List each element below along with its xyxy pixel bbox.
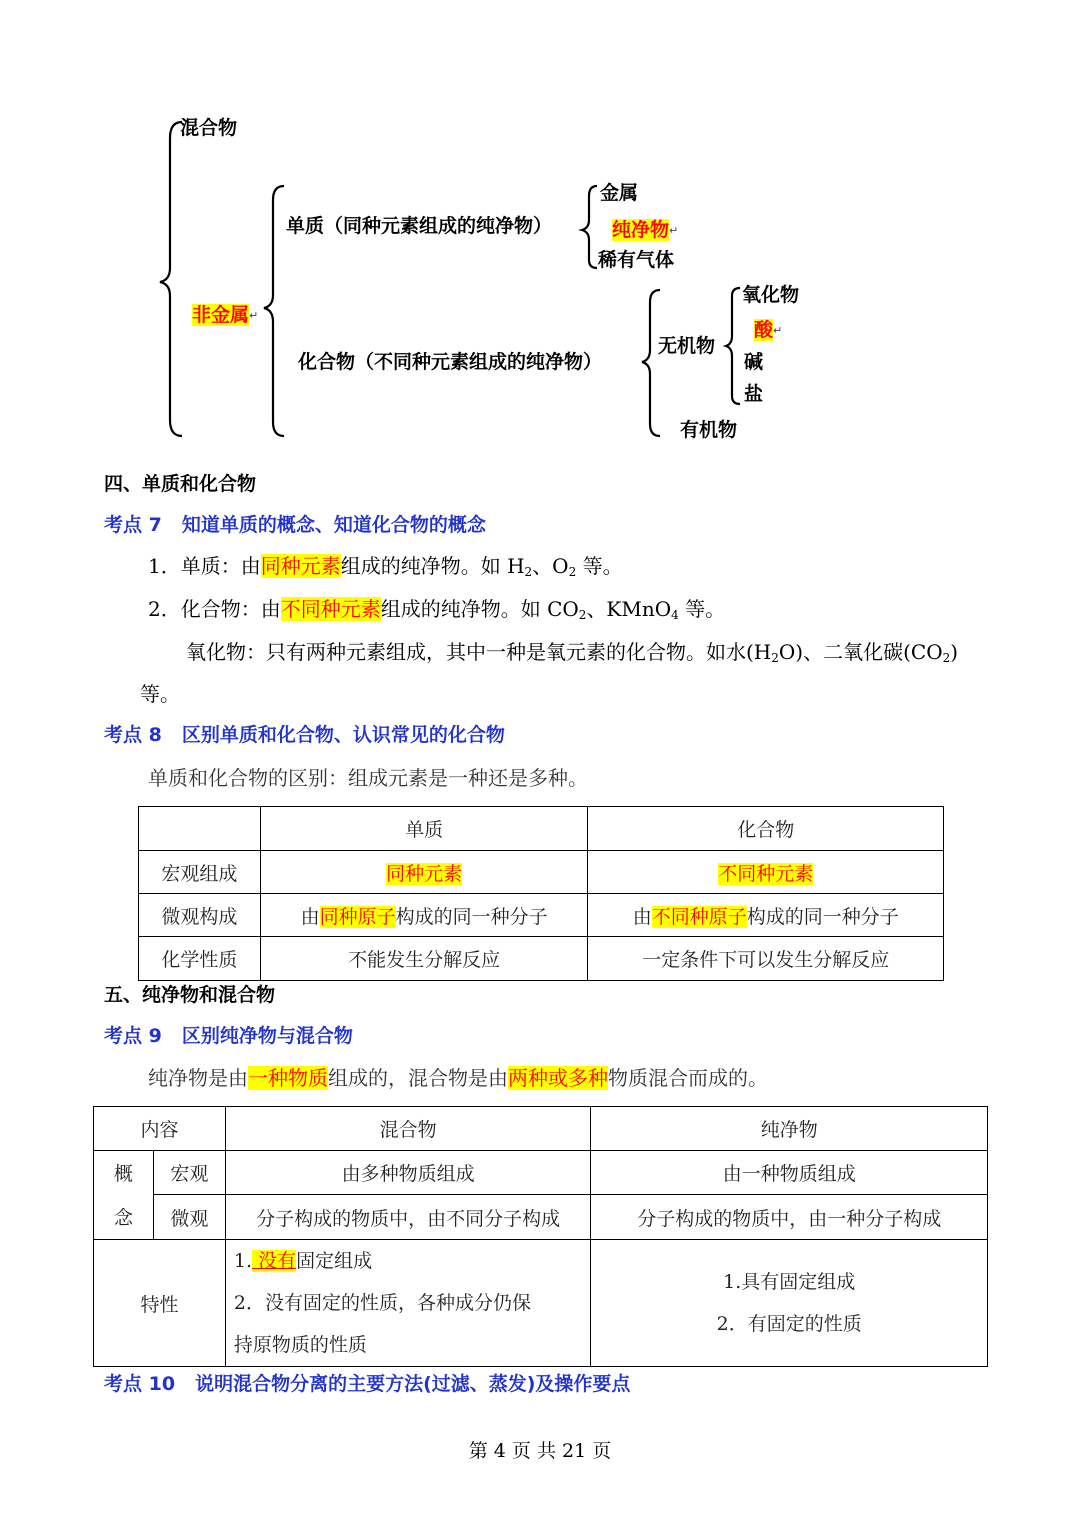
item1-mid: 、O [532,554,569,578]
table-header-pure: 纯净物 [591,1107,988,1151]
oxide-end: ) [950,640,959,664]
table-header-element: 单质 [260,807,588,851]
item1-end: 等。 [576,554,623,578]
intro-pre: 纯净物是由 [148,1066,248,1090]
kd10-heading [104,1370,630,1398]
row-label-micro: 微观构成 [139,894,261,937]
concept-label-bottom: 念 [94,1195,154,1240]
cell-properties-pure [591,1240,988,1367]
oxide-continuation: 等。 [140,682,180,706]
item1-post: 组成的纯净物。如 H [340,554,525,578]
kd9-number: 考点 9 [104,1025,162,1047]
label-pure [612,218,678,243]
intro-highlight-1: 一种物质 [248,1066,328,1090]
label-noble-gas: 稀有气体 [598,249,675,271]
label-element-definition: 单质（同种元素组成的纯净物） [286,215,553,237]
mixture-property-1-post: 固定组成 [296,1250,373,1272]
table-header-mixture: 混合物 [225,1107,591,1151]
label-pure-text: 纯净物 [612,219,670,241]
kd7-heading [104,511,486,539]
oxide-sub2: 2 [942,651,951,665]
cell-chem-element: 不能发生分解反应 [260,937,588,981]
kd8-number: 考点 8 [104,724,162,746]
section4-intro: 单质和化合物的区别：组成元素是一种还是多种。 [148,766,588,790]
element-definition [148,552,623,580]
table-row [139,807,944,851]
section4-title: 四、单质和化合物 [104,473,257,495]
item1-highlight: 同种元素 [260,554,341,578]
table-row [94,1240,988,1367]
cell-micro-compound-post: 构成的同一种分子 [746,905,899,928]
label-oxide: 氧化物 [742,284,800,306]
row-label-properties: 特性 [94,1240,226,1367]
kd8-text: 区别单质和化合物、认识常见的化合物 [181,724,505,746]
intro-post: 物质混合而成的。 [608,1066,768,1090]
label-organic: 有机物 [680,419,738,441]
item1-sub2: 2 [568,565,577,579]
table-row [139,937,944,981]
cell-micro-element-highlight: 同种原子 [319,905,396,928]
mixture-property-1 [234,1240,587,1282]
cell-micro-compound [588,894,944,937]
table-cell-empty [139,807,261,851]
oxide-sub1: 2 [771,651,779,665]
label-acid [754,318,782,343]
mixture-property-1-highlight: 没有 [252,1250,297,1272]
oxide-mid: O)、二氧化碳(CO [778,640,943,664]
table-row [139,851,944,894]
section5-title: 五、纯净物和混合物 [104,984,276,1006]
bracket-main [160,122,182,436]
cell-micro-element-post: 构成的同一种分子 [395,905,548,928]
row-label-macro: 宏观组成 [139,851,261,894]
item1-pre: 1．单质：由 [148,554,261,578]
cell-macro-element [260,851,588,894]
row-label-micro: 微观 [153,1195,225,1240]
item2-mid: 、KMnO [586,597,672,621]
item2-sub2: 4 [671,608,679,622]
table-header-compound: 化合物 [588,807,944,851]
item2-sub1: 2 [578,608,587,622]
table-row [94,1107,988,1151]
item2-pre: 2．化合物：由 [148,597,281,621]
kd7-text: 知道单质的概念、知道化合物的概念 [181,514,486,536]
page-footer: 第 4 页 共 21 页 [468,1440,612,1462]
label-inorganic: 无机物 [658,335,716,357]
label-acid-text: 酸 [754,319,774,341]
bracket-inorganic [726,288,740,404]
section5-intro [148,1064,768,1092]
label-nonmetal-text: 非金属 [192,304,250,326]
label-nonmetal [192,303,258,328]
return-mark-icon: ↵ [773,324,783,337]
intro-highlight-2: 两种或多种 [508,1066,608,1090]
label-metal: 金属 [600,182,639,204]
label-base: 碱 [744,351,764,373]
pure-property-1: 1.具有固定组成 [723,1271,856,1293]
cell-macro-compound-text: 不同种元素 [718,862,814,885]
mixture-property-2-cont: 持原物质的性质 [233,1334,367,1356]
bracket-compound [642,290,660,436]
row-label-chem: 化学性质 [139,937,261,981]
cell-micro-compound-pre: 由 [632,905,652,928]
cell-micro-element-pre: 由 [300,905,320,928]
kd9-heading [104,1022,353,1050]
kd8-heading [104,721,505,749]
mixture-property-1-num: 1. [233,1250,253,1272]
table-header-content: 内容 [94,1107,226,1151]
cell-micro-compound-highlight: 不同种原子 [651,905,747,928]
table-row [139,894,944,937]
label-mixture: 混合物 [180,117,238,139]
mixture-property-2: 2．没有固定的性质，各种成分仍保 [233,1292,531,1314]
bracket-element [582,186,597,268]
cell-micro-pure: 分子构成的物质中，由一种分子构成 [591,1195,988,1240]
pure-property-2: 2．有固定的性质 [716,1313,862,1335]
cell-chem-compound: 一定条件下可以发生分解反应 [588,937,944,981]
return-mark-icon: ↵ [669,224,679,237]
cell-micro-element [260,894,588,937]
item2-end: 等。 [678,597,726,621]
cell-macro-mixture: 由多种物质组成 [225,1151,591,1195]
cell-micro-mixture: 分子构成的物质中，由不同分子构成 [225,1195,591,1240]
bracket-nonmetal [264,186,284,436]
pure-mixture-table [93,1106,988,1367]
label-compound-definition: 化合物（不同种元素组成的纯净物） [298,351,603,373]
intro-mid: 组成的，混合物是由 [328,1066,508,1090]
kd10-number: 考点 10 [104,1373,176,1395]
table-row [94,1151,988,1195]
return-mark-icon: ↵ [249,309,259,322]
compound-definition [148,595,725,623]
cell-macro-compound [588,851,944,894]
concept-label-top: 概 [94,1151,154,1195]
cell-macro-pure: 由一种物质组成 [591,1151,988,1195]
row-label-macro: 宏观 [153,1151,225,1195]
table-row [94,1195,988,1240]
item2-post: 组成的纯净物。如 CO [380,597,579,621]
item1-sub1: 2 [524,565,533,579]
oxide-definition [186,638,958,666]
cell-macro-element-text: 同种元素 [386,862,463,885]
label-salt: 盐 [744,383,764,405]
element-compound-table [138,806,944,981]
classification-diagram [0,0,1080,450]
oxide-pre: 氧化物：只有两种元素组成，其中一种是氧元素的化合物。如水(H [186,640,772,664]
kd10-text: 说明混合物分离的主要方法(过滤、蒸发)及操作要点 [195,1373,631,1395]
item2-highlight: 不同种元素 [280,597,381,621]
kd7-number: 考点 7 [104,514,162,536]
cell-properties-mixture [225,1240,591,1367]
kd9-text: 区别纯净物与混合物 [181,1025,353,1047]
